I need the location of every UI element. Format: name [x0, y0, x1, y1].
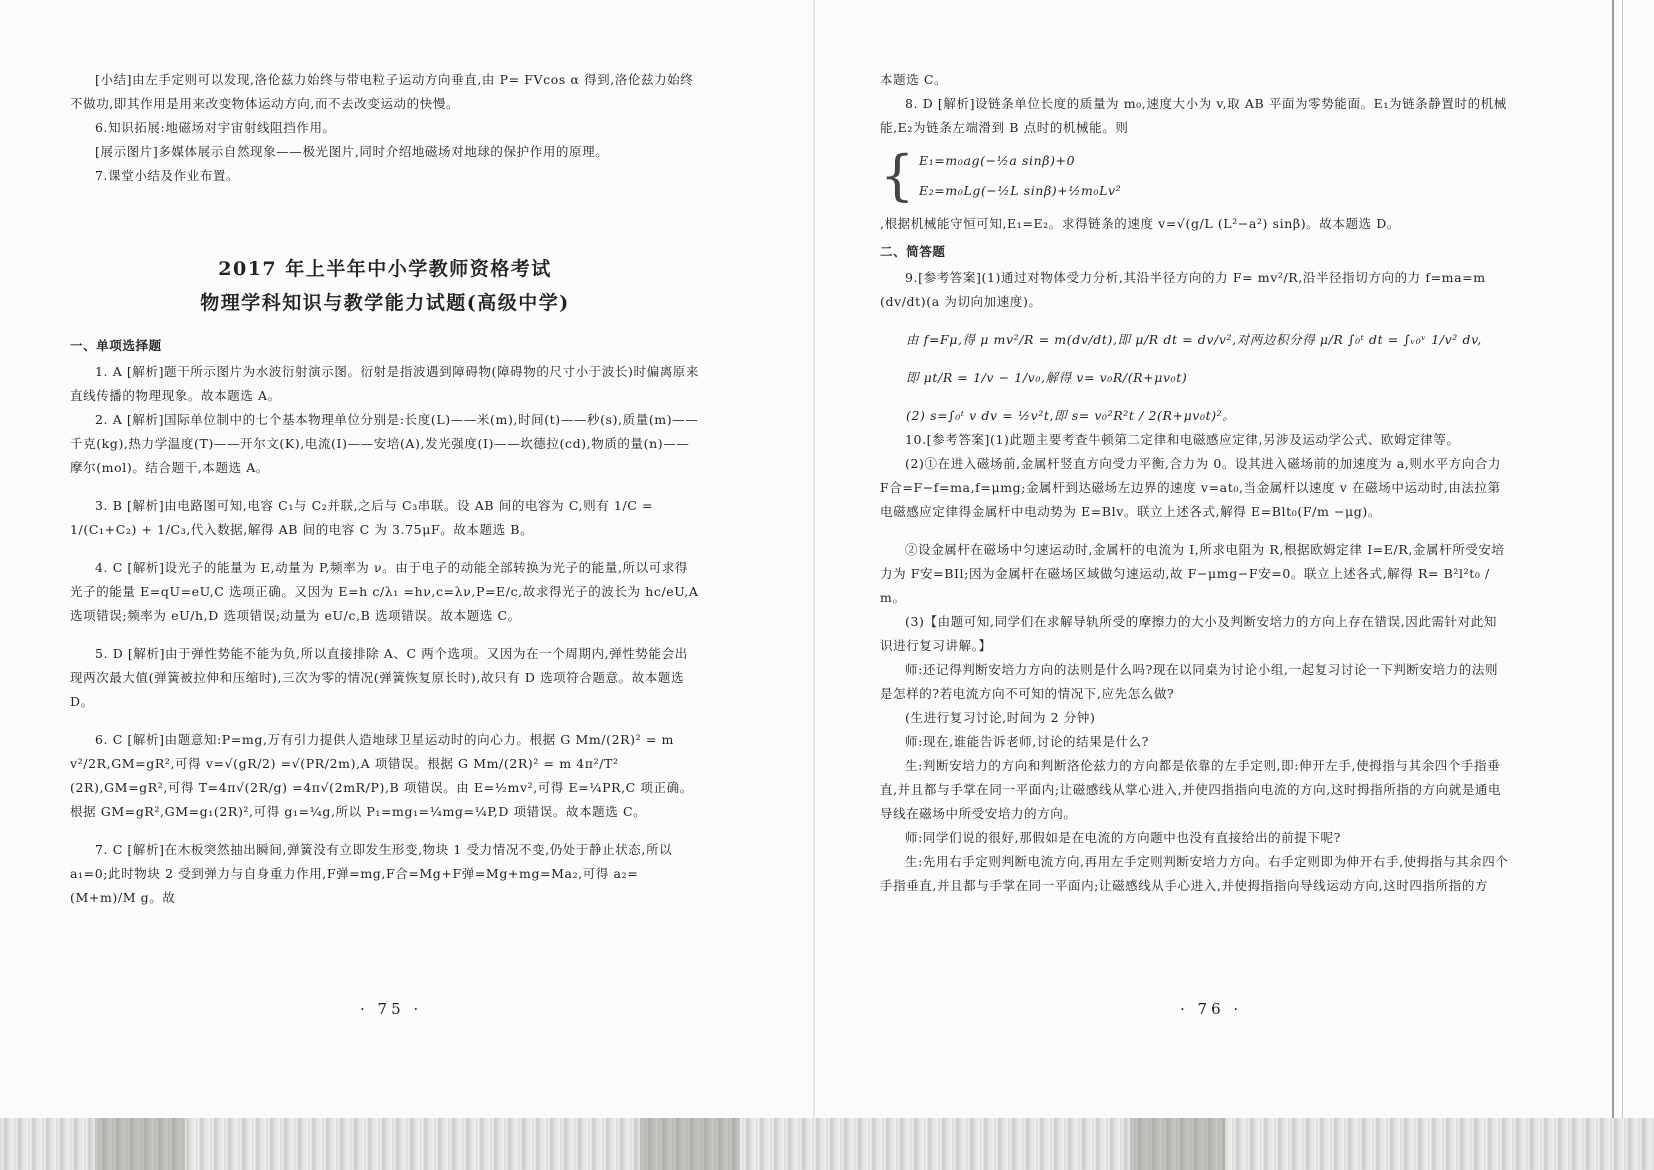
answer-q10-part2: (2)①在进入磁场前,金属杆竖直方向受力平衡,合力为 0。设其进入磁场前的加速度为 a,则水平方向合力 F合=F−f=ma,f=μmg;金属杆到达磁场左边界的速度 v=at₀,当金属杆以速度 v 在磁场中运动时,由法拉第电磁感应定律得金属杆中电动势为 E=Blv。联立上述各式,解得 E=Blt₀(F/m −μg)。 [880, 456, 1502, 519]
energy-equation-2: E₂=m₀Lg(−½L sinβ)+½m₀Lv² [918, 183, 1122, 198]
answer-q10-part3: (3)【由题可知,同学们在求解导轨所受的摩擦力的大小及判断安培力的方向上存在错误,因此需针对此知识进行复习讲解。】 [880, 614, 1497, 653]
dialogue-student-2: 生:先用右手定则判断电流方向,再用左手定则判断安培力方向。右手定则即为伸开右手,使拇指与其余四个手指垂直,并且都与手掌在同一平面内;让磁感线从手心进入,并使拇指指向导线运动方向,这时四指所指的方 [880, 854, 1509, 893]
class-summary: 7.课堂小结及作业布置。 [95, 168, 240, 183]
energy-equation-1: E₁=m₀ag(−½a sinβ)+0 [918, 153, 1076, 168]
answer-q8-conclusion: ,根据机械能守恒可知,E₁=E₂。求得链条的速度 v=√(g/L (L²−a²) sinβ)。故本题选 D。 [880, 216, 1400, 231]
right-text-column [880, 68, 1510, 898]
page-number-right: · 76 · [1180, 1000, 1243, 1018]
dialogue-teacher-2: 师:现在,谁能告诉老师,讨论的结果是什么? [905, 734, 1149, 749]
exam-title-line1: 2017 年上半年中小学教师资格考试 [218, 258, 552, 280]
left-text-column [70, 68, 700, 910]
answer-q1: 1. A [解析]题干所示图片为水波衍射演示图。衍射是指波遇到障碍物(障碍物的尺寸小于波长)时偏离原来直线传播的物理现象。故本题选 A。 [70, 364, 700, 403]
dialogue-teacher-1: 师:还记得判断安培力方向的法则是什么吗?现在以同桌为讨论小组,一起复习讨论一下判断安培力的法则是怎样的?若电流方向不可知的情况下,应先怎么做? [880, 662, 1499, 701]
section-heading-short-answer: 二、简答题 [880, 244, 946, 259]
answer-q5: 5. D [解析]由于弹性势能不能为负,所以直接排除 A、C 两个选项。又因为在一个周期内,弹性势能会出现两次最大值(弹簧被拉伸和压缩时),三次为零的情况(弹簧恢复原长时),故只有 D 选项符合题意。故本题选 D。 [70, 646, 688, 709]
answer-q3: 3. B [解析]由电路图可知,电容 C₁与 C₂并联,之后与 C₃串联。设 AB 间的电容为 C,则有 1/C = 1/(C₁+C₂) + 1/C₃,代入数据,解得 AB 间的电容 C 为 3.75μF。故本题选 B。 [70, 498, 654, 537]
section-heading-choice: 一、单项选择题 [70, 338, 162, 353]
dialogue-note: (生进行复习讨论,时间为 2 分钟) [905, 710, 1096, 725]
energy-equation-system [880, 146, 1510, 206]
exam-title [70, 252, 700, 320]
page-number-left: · 75 · [360, 1000, 423, 1018]
scan-artifact [95, 1118, 185, 1170]
page-edge-line [1612, 0, 1614, 1118]
dialogue-student-1: 生:判断安培力的方向和判断洛伦兹力的方向都是依靠的左手定则,即:伸开左手,使拇指与其余四个手指垂直,并且都与手掌在同一平面内;让磁感线从掌心进入,并使四指指向电流的方向,这时拇指所指的方向就是通电导线在磁场中所受安培力的方向。 [880, 758, 1502, 821]
left-page [0, 0, 815, 1118]
answer-q6: 6. C [解析]由题意知:P=mg,万有引力提供人造地球卫星运动时的向心力。根据 G Mm/(2R)² = m v²/2R,GM=gR²,可得 v=√(gR/2) =√(PR/2m),A 项错误。根据 G Mm/(2R)² = m 4π²/T² (2R),GM=gR²,可得 T=4π√(2R/g) =4π√(2mR/P),B 项错误。由 E=½mv²,可得 E=¼PR,C 项正确。根据 GM=gR²,GM=g₁(2R)²,可得 g₁=¼g,所以 P₁=mg₁=¼mg=¼P,D 项错误。故本题选 C。 [70, 732, 693, 819]
left-brace-icon: { [880, 144, 915, 207]
answer-q4: 4. C [解析]设光子的能量为 E,动量为 P,频率为 ν。由于电子的动能全部转换为光子的能量,所以可求得光子的能量 E=qU=eU,C 选项正确。又因为 E=h c/λ₁ =hν,c=λν,P=E/c,故求得光子的波长为 hc/eU,A 选项错误;频率为 eU/h,D 选项错误;动量为 eU/c,B 选项错误。故本题选 C。 [70, 560, 699, 623]
answer-q10-part1: 10.[参考答案](1)此题主要考查牛顿第二定律和电磁感应定律,另涉及运动学公式、欧姆定律等。 [905, 432, 1460, 447]
answer-q9-formula-2: 即 μt/R = 1/v − 1/v₀,解得 v= v₀R/(R+μv₀t) [906, 370, 1188, 385]
answer-q7-end: 本题选 C。 [880, 72, 948, 87]
scan-artifact [1130, 1118, 1225, 1170]
answer-q9-formula-1: 由 f=Fμ,得 μ mv²/R = m(dv/dt),即 μ/R dt = dv/v²,对两边积分得 μ/R ∫₀ᵗ dt = ∫ᵥ₀ᵛ 1/v² dv, [906, 332, 1482, 347]
answer-q2: 2. A [解析]国际单位制中的七个基本物理单位分别是:长度(L)——米(m),时间(t)——秒(s),质量(m)——千克(kg),热力学温度(T)——开尔文(K),电流(I)——安培(A),发光强度(I)——坎德拉(cd),物质的量(n)——摩尔(mol)。结合题干,本题选 A。 [70, 412, 699, 475]
show-picture-paragraph: [展示图片]多媒体展示自然现象——极光图片,同时介绍地磁场对地球的保护作用的原理。 [95, 144, 609, 159]
dialogue-teacher-3: 师:同学们说的很好,那假如是在电流的方向题中也没有直接给出的前提下呢? [905, 830, 1341, 845]
scan-artifact [640, 1118, 740, 1170]
page-edge-line-2 [1622, 0, 1623, 1118]
exam-title-line2: 物理学科知识与教学能力试题(高级中学) [200, 292, 570, 314]
answer-q8-intro: 8. D [解析]设链条单位长度的质量为 m₀,速度大小为 v,取 AB 平面为零势能面。E₁为链条静置时的机械能,E₂为链条左端滑到 B 点时的机械能。则 [880, 96, 1507, 135]
answer-q9-formula-3: (2) s=∫₀ᵗ v dv = ½v²t,即 s= v₀²R²t / 2(R+μv₀t)²。 [906, 408, 1236, 423]
answer-q7: 7. C [解析]在木板突然抽出瞬间,弹簧没有立即发生形变,物块 1 受力情况不变,仍处于静止状态,所以 a₁=0;此时物块 2 受到弹力与自身重力作用,F弹=mg,F合=Mg+F弹=Mg+mg=Ma₂,可得 a₂= (M+m)/M g。故 [70, 842, 673, 905]
summary-paragraph: [小结]由左手定则可以发现,洛伦兹力始终与带电粒子运动方向垂直,由 P= FVcos α 得到,洛伦兹力始终不做功,即其作用是用来改变物体运动方向,而不去改变运动的快慢。 [70, 72, 694, 111]
right-page [815, 0, 1640, 1118]
answer-q10-part2b: ②设金属杆在磁场中匀速运动时,金属杆的电流为 I,所求电阻为 R,根据欧姆定律 I=E/R,金属杆所受安培力为 F安=BIl;因为金属杆在磁场区域做匀速运动,故 F−μmg−F安=0。联立上述各式,解得 R= B²l²t₀ / m。 [880, 542, 1505, 605]
answer-q9-intro: 9.[参考答案](1)通过对物体受力分析,其沿半径方向的力 F= mv²/R,沿半径指切方向的力 f=ma=m (dv/dt)(a 为切向加速度)。 [880, 270, 1486, 309]
scanner-bottom-strip [0, 1118, 1654, 1170]
knowledge-extension: 6.知识拓展:地磁场对宇宙射线阻挡作用。 [95, 120, 336, 135]
